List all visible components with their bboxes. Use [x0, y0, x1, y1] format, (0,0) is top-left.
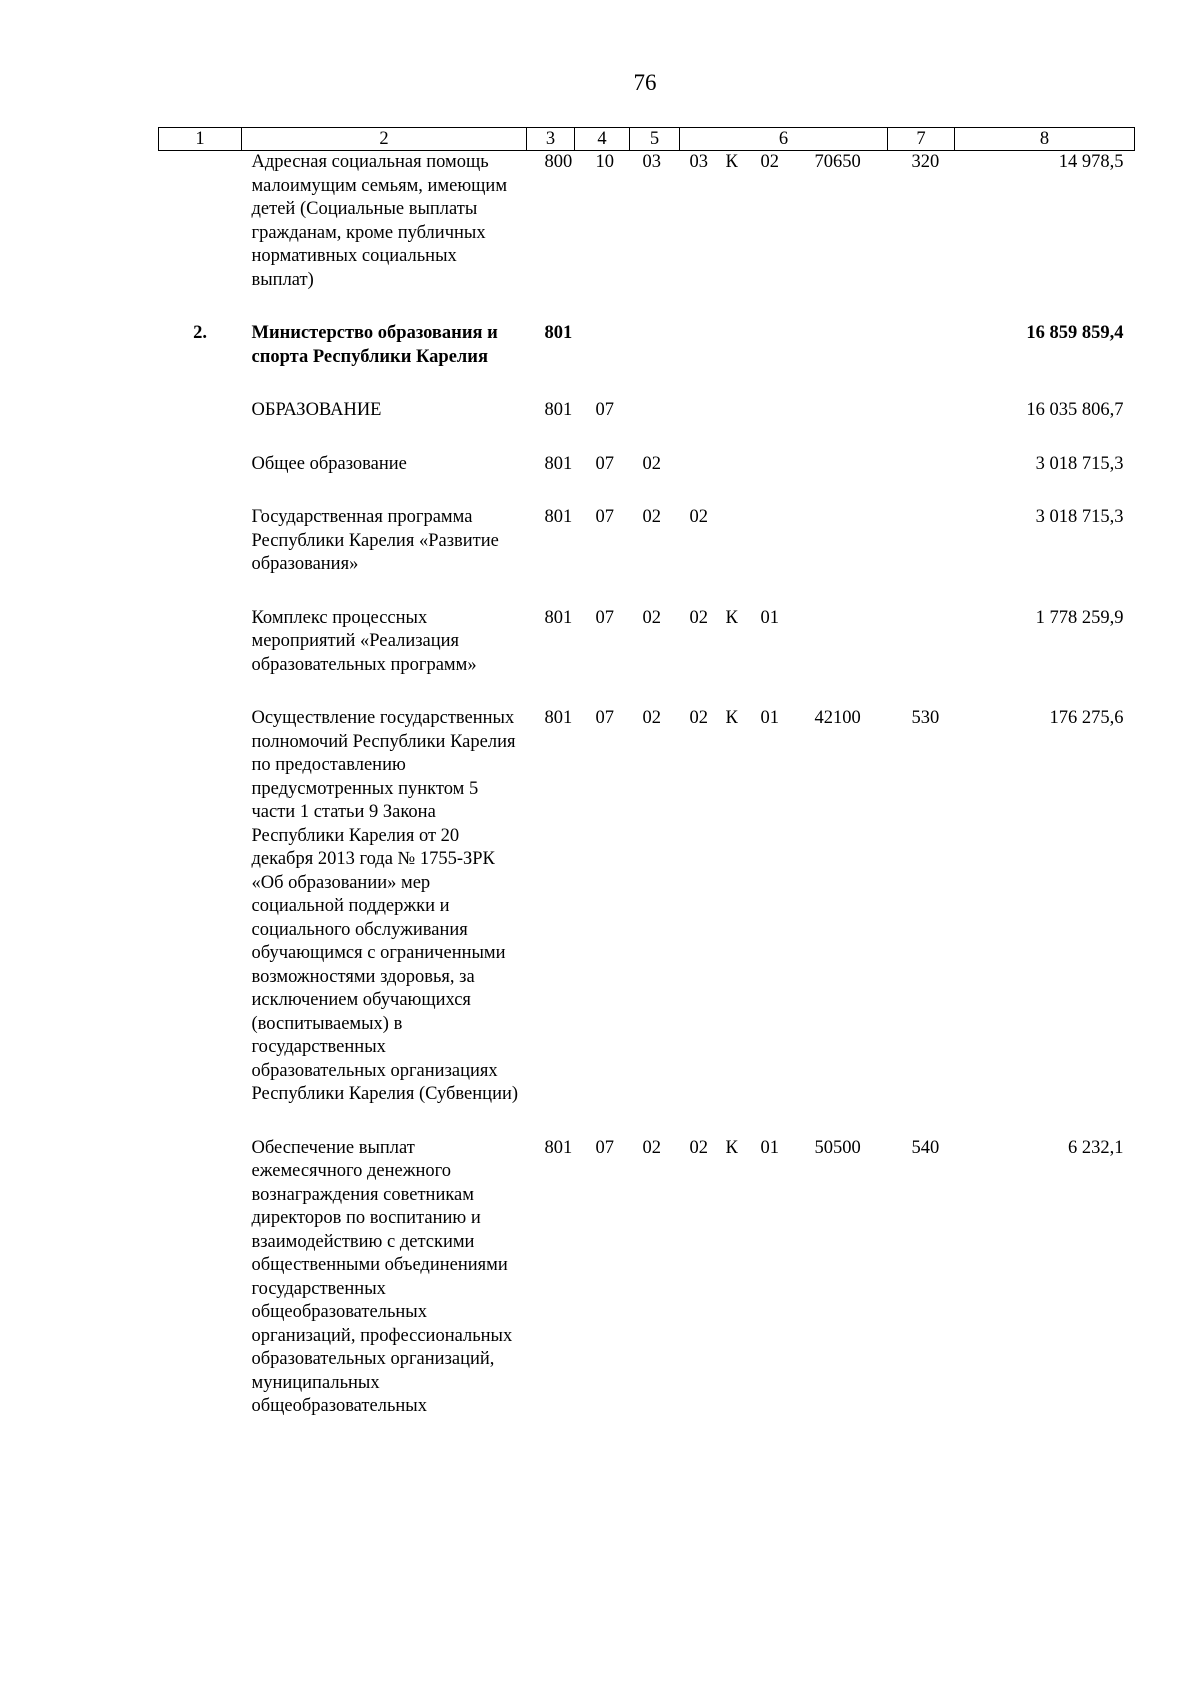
subsection-code: 02: [642, 607, 661, 628]
section-code: 07: [595, 453, 614, 474]
column-header-2: 2: [242, 128, 527, 151]
amount: 14 978,5: [1058, 152, 1124, 172]
row-number: [159, 707, 242, 1107]
amount: 16 035 806,7: [1026, 400, 1124, 420]
subprogram-code: 01: [760, 1137, 779, 1158]
budget-table: [158, 127, 1135, 1419]
row-name: Государственная программа Республики Карелия «Развитие образования»: [251, 507, 499, 574]
amount: 1 778 259,9: [1035, 607, 1124, 628]
program-code: 02: [689, 507, 708, 527]
section-code: 10: [595, 152, 614, 172]
row-number: [159, 607, 242, 678]
ministry-code: 801: [544, 1137, 573, 1158]
amount: 3 018 715,3: [1035, 453, 1124, 474]
program-type-code: [726, 322, 761, 369]
column-header-3: 3: [527, 128, 575, 151]
row-number: [159, 399, 242, 423]
row-name: ОБРАЗОВАНИЕ: [251, 400, 382, 420]
row-spacer-cell: [159, 369, 1135, 399]
program-type-code: К: [725, 152, 738, 172]
subsection-code: 03: [642, 152, 661, 172]
subprogram-code: 01: [760, 708, 779, 728]
row-spacer: [159, 423, 1135, 453]
row-spacer-cell: [159, 677, 1135, 707]
header-row: [159, 128, 1135, 151]
subsection-code: [630, 322, 680, 369]
direction-code: 42100: [814, 708, 861, 728]
ministry-code: 801: [544, 453, 573, 474]
amount: 16 859 859,4: [1026, 323, 1124, 343]
table-row: [159, 453, 1135, 477]
table-row: [159, 1137, 1135, 1419]
amount: 3 018 715,3: [1035, 507, 1124, 527]
expense-type-code: [888, 453, 955, 477]
program-type-code: [726, 399, 761, 423]
row-name: Министерство образования и спорта Республики Карелия: [251, 323, 498, 367]
row-name: Адресная социальная помощь малоимущим семьям, имеющим детей (Социальные выплаты гражданам, кроме публичных нормативных социальных выплат): [251, 152, 508, 290]
row-number: [159, 151, 242, 293]
subsection-code: [630, 399, 680, 423]
row-spacer-cell: [159, 423, 1135, 453]
section-code: [575, 322, 630, 369]
program-code: [680, 453, 726, 477]
direction-code: 70650: [814, 152, 861, 172]
ministry-code: 800: [544, 152, 573, 172]
subsection-code: 02: [642, 453, 661, 474]
program-type-code: К: [725, 708, 738, 728]
row-number: [159, 506, 242, 577]
row-number: [159, 453, 242, 477]
row-number: [159, 1137, 242, 1419]
direction-code: [809, 607, 888, 678]
program-type-code: К: [725, 607, 738, 628]
subprogram-code: [761, 453, 809, 477]
expense-type-code: [888, 399, 955, 423]
row-spacer-cell: [159, 577, 1135, 607]
subprogram-code: [761, 399, 809, 423]
subsection-code: 02: [642, 708, 661, 728]
column-header-1: 1: [159, 128, 242, 151]
subprogram-code: [761, 322, 809, 369]
row-spacer: [159, 1107, 1135, 1137]
row-name: Общее образование: [251, 453, 407, 474]
section-code: 07: [595, 708, 614, 728]
section-code: 07: [595, 400, 614, 420]
program-code: 02: [689, 607, 708, 628]
table-row: [159, 322, 1135, 369]
table-row: [159, 607, 1135, 678]
page-number: 76: [633, 70, 657, 95]
column-header-6: 6: [680, 128, 888, 151]
row-name: Осуществление государственных полномочий Республики Карелия по предоставлению предусмотренных пунктом 5 части 1 статьи 9 Закона Республики Карелия от 20 декабря 2013 года № 1755-ЗРК «Об образовании» мер социальной поддержки и социального обслуживания обучающимся с ограниченными возможностями здоровья, за исключением обучающихся (воспитываемых) в государственных образовательных организациях Республики Карелия (Субвенции): [251, 708, 519, 1104]
row-spacer-cell: [159, 476, 1135, 506]
section-code: 07: [595, 607, 614, 628]
row-spacer: [159, 677, 1135, 707]
table-row: [159, 506, 1135, 577]
expense-type-code: 540: [911, 1137, 940, 1158]
table-row: [159, 151, 1135, 293]
program-type-code: К: [725, 1137, 738, 1158]
subprogram-code: 01: [760, 607, 779, 628]
direction-code: 50500: [814, 1137, 861, 1158]
subsection-code: 02: [642, 1137, 661, 1158]
row-name: Обеспечение выплат ежемесячного денежного вознаграждения советникам директоров по воспитанию и взаимодействию с детскими общественными объединениями государственных общеобразовательных организаций, профессиональных образовательных организаций, муниципальных общеобразовательных: [251, 1137, 513, 1416]
section-code: 07: [595, 507, 614, 527]
row-name: Комплекс процессных мероприятий «Реализация образовательных программ»: [251, 607, 477, 675]
row-spacer-cell: [159, 292, 1135, 322]
row-spacer: [159, 476, 1135, 506]
subprogram-code: [761, 506, 809, 577]
column-header-5: 5: [630, 128, 680, 151]
expense-type-code: [888, 506, 955, 577]
expense-type-code: [888, 607, 955, 678]
subprogram-code: 02: [760, 152, 779, 172]
column-header-4: 4: [575, 128, 630, 151]
table-row: [159, 707, 1135, 1107]
direction-code: [809, 506, 888, 577]
expense-type-code: [888, 322, 955, 369]
row-number: 2.: [193, 323, 207, 343]
direction-code: [809, 322, 888, 369]
ministry-code: 801: [544, 323, 573, 343]
ministry-code: 801: [544, 708, 573, 728]
row-spacer: [159, 369, 1135, 399]
direction-code: [809, 399, 888, 423]
ministry-code: 801: [544, 607, 573, 628]
column-header-8: 8: [955, 128, 1135, 151]
amount: 6 232,1: [1068, 1137, 1124, 1158]
row-spacer: [159, 292, 1135, 322]
table-body: [159, 151, 1135, 1419]
expense-type-code: 320: [911, 152, 940, 172]
amount: 176 275,6: [1049, 708, 1124, 728]
ministry-code: 801: [544, 507, 573, 527]
subsection-code: 02: [642, 507, 661, 527]
program-code: [680, 322, 726, 369]
program-code: [680, 399, 726, 423]
column-header-7: 7: [888, 128, 955, 151]
section-code: 07: [595, 1137, 614, 1158]
expense-type-code: 530: [911, 708, 940, 728]
program-code: 02: [689, 708, 708, 728]
program-code: 02: [689, 1137, 708, 1158]
row-spacer: [159, 577, 1135, 607]
ministry-code: 801: [544, 400, 573, 420]
program-type-code: [726, 506, 761, 577]
direction-code: [809, 453, 888, 477]
table-row: [159, 399, 1135, 423]
row-spacer-cell: [159, 1107, 1135, 1137]
program-code: 03: [689, 152, 708, 172]
program-type-code: [726, 453, 761, 477]
